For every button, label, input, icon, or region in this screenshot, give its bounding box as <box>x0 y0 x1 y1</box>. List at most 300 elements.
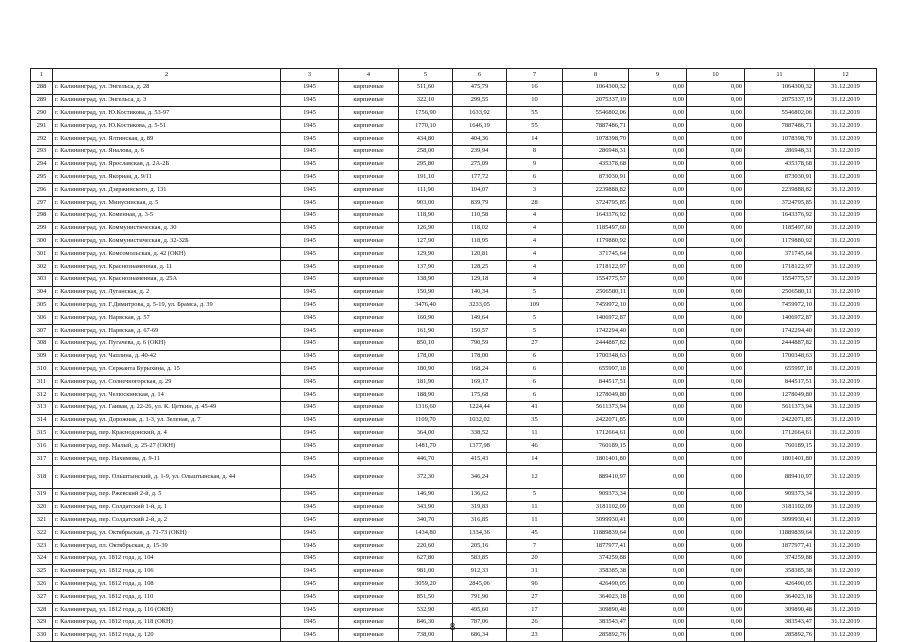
year-cell: 1945 <box>281 260 339 273</box>
date-cell: 31.12.2019 <box>815 616 877 629</box>
col9-cell: 0,00 <box>629 552 687 565</box>
total-amount-cell: 1078398,70 <box>745 132 815 145</box>
living-area-cell: 128,25 <box>453 260 507 273</box>
col9-cell: 0,00 <box>629 514 687 527</box>
wall-material-cell: кирпичные <box>339 222 399 235</box>
living-area-cell: 839,79 <box>453 196 507 209</box>
column-header-5: 5 <box>399 69 453 82</box>
total-area-cell: 188,90 <box>399 388 453 401</box>
table-header <box>31 69 877 82</box>
total-amount-cell: 1643376,92 <box>745 209 815 222</box>
residents-cell: 4 <box>507 248 563 261</box>
residents-cell: 5 <box>507 488 563 501</box>
year-cell: 1945 <box>281 171 339 184</box>
amount-cell: 1877977,41 <box>563 539 629 552</box>
amount-cell: 873030,91 <box>563 171 629 184</box>
col10-cell: 0,00 <box>687 235 745 248</box>
table-row <box>31 591 877 604</box>
address-cell: г. Калининград, пер. Нахимова, д. 9-11 <box>53 452 281 465</box>
residents-cell: 46 <box>507 440 563 453</box>
amount-cell: 426490,05 <box>563 578 629 591</box>
year-cell: 1945 <box>281 388 339 401</box>
year-cell: 1945 <box>281 158 339 171</box>
total-area-cell: 146,90 <box>399 488 453 501</box>
year-cell: 1945 <box>281 299 339 312</box>
col10-cell: 0,00 <box>687 184 745 197</box>
total-amount-cell: 7887486,71 <box>745 120 815 133</box>
col10-cell: 0,00 <box>687 527 745 540</box>
amount-cell: 1406972,87 <box>563 312 629 325</box>
wall-material-cell: кирпичные <box>339 120 399 133</box>
living-area-cell: 239,94 <box>453 145 507 158</box>
date-cell: 31.12.2019 <box>815 260 877 273</box>
total-amount-cell: 5611373,94 <box>745 401 815 414</box>
residents-cell: 9 <box>507 158 563 171</box>
amount-cell: 358385,38 <box>563 565 629 578</box>
total-amount-cell: 435378,68 <box>745 158 815 171</box>
address-cell: г. Калининград, ул. Солнечногорская, д. 29 <box>53 376 281 389</box>
living-area-cell: 299,55 <box>453 94 507 107</box>
year-cell: 1945 <box>281 273 339 286</box>
residents-cell: 4 <box>507 235 563 248</box>
row-number: 308 <box>31 337 53 350</box>
total-amount-cell: 374259,88 <box>745 552 815 565</box>
living-area-cell: 686,34 <box>453 629 507 642</box>
col10-cell: 0,00 <box>687 427 745 440</box>
row-number: 329 <box>31 616 53 629</box>
address-cell: г. Калининград, ул. Луганская, д. 2 <box>53 286 281 299</box>
col9-cell: 0,00 <box>629 603 687 616</box>
amount-cell: 1064300,32 <box>563 81 629 94</box>
col10-cell: 0,00 <box>687 539 745 552</box>
total-area-cell: 446,70 <box>399 452 453 465</box>
row-number: 319 <box>31 488 53 501</box>
living-area-cell: 175,68 <box>453 388 507 401</box>
address-cell: г. Калининград, ул. 1812 года, д. 120 <box>53 629 281 642</box>
row-number: 306 <box>31 312 53 325</box>
amount-cell: 7887486,71 <box>563 120 629 133</box>
total-area-cell: 511,60 <box>399 81 453 94</box>
living-area-cell: 2845,06 <box>453 578 507 591</box>
year-cell: 1945 <box>281 363 339 376</box>
wall-material-cell: кирпичные <box>339 260 399 273</box>
residents-cell: 55 <box>507 120 563 133</box>
row-number: 301 <box>31 248 53 261</box>
total-area-cell: 3476,40 <box>399 299 453 312</box>
col10-cell: 0,00 <box>687 440 745 453</box>
col10-cell: 0,00 <box>687 565 745 578</box>
date-cell: 31.12.2019 <box>815 222 877 235</box>
amount-cell: 1718122,97 <box>563 260 629 273</box>
date-cell: 31.12.2019 <box>815 248 877 261</box>
address-cell: г. Калининград, ул. Октябрьская, д. 71-73 (ОКН) <box>53 527 281 540</box>
residents-cell: 12 <box>507 465 563 488</box>
living-area-cell: 790,59 <box>453 337 507 350</box>
date-cell: 31.12.2019 <box>815 350 877 363</box>
year-cell: 1945 <box>281 501 339 514</box>
wall-material-cell: кирпичные <box>339 145 399 158</box>
total-amount-cell: 760189,15 <box>745 440 815 453</box>
living-area-cell: 3233,05 <box>453 299 507 312</box>
residents-cell: 6 <box>507 363 563 376</box>
living-area-cell: 205,16 <box>453 539 507 552</box>
total-area-cell: 627,80 <box>399 552 453 565</box>
table-row <box>31 184 877 197</box>
wall-material-cell: кирпичные <box>339 578 399 591</box>
col9-cell: 0,00 <box>629 616 687 629</box>
total-area-cell: 1109,70 <box>399 414 453 427</box>
total-area-cell: 364,00 <box>399 427 453 440</box>
residents-cell: 17 <box>507 603 563 616</box>
col9-cell: 0,00 <box>629 184 687 197</box>
column-header-10: 10 <box>687 69 745 82</box>
table-row <box>31 388 877 401</box>
living-area-cell: 495,60 <box>453 603 507 616</box>
living-area-cell: 178,00 <box>453 350 507 363</box>
col10-cell: 0,00 <box>687 107 745 120</box>
col9-cell: 0,00 <box>629 376 687 389</box>
total-area-cell: 532,90 <box>399 603 453 616</box>
total-amount-cell: 358385,38 <box>745 565 815 578</box>
address-cell: г. Калининград, ул. Яналова, д. 6 <box>53 145 281 158</box>
row-number: 330 <box>31 629 53 642</box>
table-row <box>31 235 877 248</box>
table-row <box>31 552 877 565</box>
row-number: 303 <box>31 273 53 286</box>
date-cell: 31.12.2019 <box>815 401 877 414</box>
col9-cell: 0,00 <box>629 427 687 440</box>
date-cell: 31.12.2019 <box>815 94 877 107</box>
row-number: 297 <box>31 196 53 209</box>
total-area-cell: 322,10 <box>399 94 453 107</box>
address-cell: г. Калининград, ул. Краснознаменная, д. 11 <box>53 260 281 273</box>
amount-cell: 2239888,82 <box>563 184 629 197</box>
column-header-4: 4 <box>339 69 399 82</box>
amount-cell: 1185497,60 <box>563 222 629 235</box>
address-cell: г. Калининград, ул. Пугачева, д. 6 (ОКН) <box>53 337 281 350</box>
address-cell: г. Калининград, пер. Ольштынский, д. 1-9, ул. Ольштынская, д. 44 <box>53 465 281 488</box>
total-amount-cell: 309890,48 <box>745 603 815 616</box>
date-cell: 31.12.2019 <box>815 591 877 604</box>
amount-cell: 655997,18 <box>563 363 629 376</box>
year-cell: 1945 <box>281 81 339 94</box>
residents-cell: 11 <box>507 501 563 514</box>
residents-cell: 6 <box>507 388 563 401</box>
col9-cell: 0,00 <box>629 337 687 350</box>
year-cell: 1945 <box>281 565 339 578</box>
table-row <box>31 376 877 389</box>
col10-cell: 0,00 <box>687 401 745 414</box>
total-amount-cell: 2239888,82 <box>745 184 815 197</box>
row-number: 295 <box>31 171 53 184</box>
total-amount-cell: 383543,47 <box>745 616 815 629</box>
address-cell: г. Калининград, ул. Чаплина, д. 40-42 <box>53 350 281 363</box>
table-row <box>31 465 877 488</box>
column-header-11: 11 <box>745 69 815 82</box>
table-row <box>31 94 877 107</box>
wall-material-cell: кирпичные <box>339 427 399 440</box>
row-number: 313 <box>31 401 53 414</box>
total-amount-cell: 2422071,85 <box>745 414 815 427</box>
col10-cell: 0,00 <box>687 578 745 591</box>
amount-cell: 7459972,10 <box>563 299 629 312</box>
col9-cell: 0,00 <box>629 414 687 427</box>
address-cell: г. Калининград, ул. Энгельса, д. 3 <box>53 94 281 107</box>
table-row <box>31 222 877 235</box>
table-row <box>31 81 877 94</box>
table-row <box>31 452 877 465</box>
total-area-cell: 178,00 <box>399 350 453 363</box>
living-area-cell: 1377,98 <box>453 440 507 453</box>
date-cell: 31.12.2019 <box>815 196 877 209</box>
living-area-cell: 316,85 <box>453 514 507 527</box>
col9-cell: 0,00 <box>629 312 687 325</box>
year-cell: 1945 <box>281 514 339 527</box>
total-amount-cell: 371745,64 <box>745 248 815 261</box>
row-number: 326 <box>31 578 53 591</box>
residents-cell: 20 <box>507 552 563 565</box>
table-row <box>31 488 877 501</box>
row-number: 290 <box>31 107 53 120</box>
address-cell: г. Калининград, ул. 1812 года, д. 118 (ОКН) <box>53 616 281 629</box>
amount-cell: 364023,18 <box>563 591 629 604</box>
date-cell: 31.12.2019 <box>815 376 877 389</box>
wall-material-cell: кирпичные <box>339 196 399 209</box>
table-row <box>31 401 877 414</box>
address-cell: г. Калининград, ул. Нарвская, д. 67-69 <box>53 324 281 337</box>
date-cell: 31.12.2019 <box>815 501 877 514</box>
amount-cell: 1078398,70 <box>563 132 629 145</box>
residents-cell: 27 <box>507 591 563 604</box>
wall-material-cell: кирпичные <box>339 514 399 527</box>
row-number: 316 <box>31 440 53 453</box>
address-cell: г. Калининград, ул. Энгельса, д. 28 <box>53 81 281 94</box>
wall-material-cell: кирпичные <box>339 452 399 465</box>
total-amount-cell: 889410,97 <box>745 465 815 488</box>
year-cell: 1945 <box>281 578 339 591</box>
table-row <box>31 565 877 578</box>
table-row <box>31 107 877 120</box>
address-cell: г. Калининград, ул. Краснознаменная, д. 25А <box>53 273 281 286</box>
col9-cell: 0,00 <box>629 107 687 120</box>
amount-cell: 285892,76 <box>563 629 629 642</box>
col10-cell: 0,00 <box>687 324 745 337</box>
living-area-cell: 140,34 <box>453 286 507 299</box>
amount-cell: 1643376,92 <box>563 209 629 222</box>
wall-material-cell: кирпичные <box>339 527 399 540</box>
wall-material-cell: кирпичные <box>339 184 399 197</box>
living-area-cell: 275,09 <box>453 158 507 171</box>
row-number: 298 <box>31 209 53 222</box>
date-cell: 31.12.2019 <box>815 337 877 350</box>
amount-cell: 2422071,85 <box>563 414 629 427</box>
col10-cell: 0,00 <box>687 376 745 389</box>
row-number: 299 <box>31 222 53 235</box>
col9-cell: 0,00 <box>629 363 687 376</box>
col9-cell: 0,00 <box>629 299 687 312</box>
year-cell: 1945 <box>281 552 339 565</box>
year-cell: 1945 <box>281 120 339 133</box>
address-cell: г. Калининград, ул. Нарвская, д. 57 <box>53 312 281 325</box>
residents-cell: 5 <box>507 324 563 337</box>
total-area-cell: 1434,80 <box>399 527 453 540</box>
living-area-cell: 120,81 <box>453 248 507 261</box>
total-area-cell: 161,90 <box>399 324 453 337</box>
total-area-cell: 126,90 <box>399 222 453 235</box>
header-row <box>31 69 877 82</box>
col9-cell: 0,00 <box>629 273 687 286</box>
year-cell: 1945 <box>281 235 339 248</box>
col9-cell: 0,00 <box>629 120 687 133</box>
table-row <box>31 209 877 222</box>
total-area-cell: 850,10 <box>399 337 453 350</box>
date-cell: 31.12.2019 <box>815 363 877 376</box>
total-area-cell: 851,50 <box>399 591 453 604</box>
table-row <box>31 578 877 591</box>
living-area-cell: 118,02 <box>453 222 507 235</box>
residents-cell: 14 <box>507 452 563 465</box>
living-area-cell: 1224,44 <box>453 401 507 414</box>
table-row <box>31 414 877 427</box>
col10-cell: 0,00 <box>687 514 745 527</box>
wall-material-cell: кирпичные <box>339 616 399 629</box>
row-number: 311 <box>31 376 53 389</box>
amount-cell: 1278049,80 <box>563 388 629 401</box>
amount-cell: 3724795,85 <box>563 196 629 209</box>
year-cell: 1945 <box>281 324 339 337</box>
amount-cell: 435378,68 <box>563 158 629 171</box>
wall-material-cell: кирпичные <box>339 209 399 222</box>
residents-cell: 109 <box>507 299 563 312</box>
amount-cell: 2075337,19 <box>563 94 629 107</box>
living-area-cell: 150,57 <box>453 324 507 337</box>
row-number: 305 <box>31 299 53 312</box>
total-area-cell: 1770,10 <box>399 120 453 133</box>
row-number: 289 <box>31 94 53 107</box>
total-area-cell: 127,90 <box>399 235 453 248</box>
table-row <box>31 158 877 171</box>
amount-cell: 1179880,92 <box>563 235 629 248</box>
total-area-cell: 372,30 <box>399 465 453 488</box>
col9-cell: 0,00 <box>629 81 687 94</box>
residents-cell: 14 <box>507 132 563 145</box>
total-amount-cell: 426490,05 <box>745 578 815 591</box>
year-cell: 1945 <box>281 603 339 616</box>
year-cell: 1945 <box>281 440 339 453</box>
residents-cell: 3 <box>507 184 563 197</box>
living-area-cell: 787,06 <box>453 616 507 629</box>
wall-material-cell: кирпичные <box>339 337 399 350</box>
col10-cell: 0,00 <box>687 629 745 642</box>
date-cell: 31.12.2019 <box>815 629 877 642</box>
year-cell: 1945 <box>281 94 339 107</box>
amount-cell: 760189,15 <box>563 440 629 453</box>
total-amount-cell: 1406972,87 <box>745 312 815 325</box>
date-cell: 31.12.2019 <box>815 132 877 145</box>
col10-cell: 0,00 <box>687 501 745 514</box>
col9-cell: 0,00 <box>629 324 687 337</box>
total-area-cell: 981,00 <box>399 565 453 578</box>
col9-cell: 0,00 <box>629 527 687 540</box>
year-cell: 1945 <box>281 401 339 414</box>
living-area-cell: 404,36 <box>453 132 507 145</box>
living-area-cell: 338,52 <box>453 427 507 440</box>
total-area-cell: 434,80 <box>399 132 453 145</box>
column-header-6: 6 <box>453 69 507 82</box>
table-row <box>31 427 877 440</box>
total-area-cell: 903,00 <box>399 196 453 209</box>
residents-cell: 55 <box>507 107 563 120</box>
total-area-cell: 738,00 <box>399 629 453 642</box>
date-cell: 31.12.2019 <box>815 324 877 337</box>
address-cell: г. Калининград, пл. Октябрьская, д. 15-39 <box>53 539 281 552</box>
residents-cell: 27 <box>507 337 563 350</box>
address-cell: г. Калининград, ул. Дзержинского, д. 131 <box>53 184 281 197</box>
living-area-cell: 791,90 <box>453 591 507 604</box>
total-amount-cell: 5546802,06 <box>745 107 815 120</box>
col10-cell: 0,00 <box>687 452 745 465</box>
total-amount-cell: 285892,76 <box>745 629 815 642</box>
date-cell: 31.12.2019 <box>815 527 877 540</box>
address-cell: г. Калининград, ул. Ю.Костикова, д. 5-51 <box>53 120 281 133</box>
wall-material-cell: кирпичные <box>339 312 399 325</box>
col10-cell: 0,00 <box>687 350 745 363</box>
col10-cell: 0,00 <box>687 414 745 427</box>
col10-cell: 0,00 <box>687 616 745 629</box>
residents-cell: 4 <box>507 209 563 222</box>
date-cell: 31.12.2019 <box>815 388 877 401</box>
col9-cell: 0,00 <box>629 488 687 501</box>
date-cell: 31.12.2019 <box>815 107 877 120</box>
year-cell: 1945 <box>281 107 339 120</box>
year-cell: 1945 <box>281 452 339 465</box>
column-header-7: 7 <box>507 69 563 82</box>
wall-material-cell: кирпичные <box>339 401 399 414</box>
total-area-cell: 160,90 <box>399 312 453 325</box>
total-amount-cell: 1179880,92 <box>745 235 815 248</box>
residents-cell: 5 <box>507 312 563 325</box>
col9-cell: 0,00 <box>629 629 687 642</box>
total-amount-cell: 1700348,63 <box>745 350 815 363</box>
amount-cell: 2444887,82 <box>563 337 629 350</box>
total-area-cell: 220,60 <box>399 539 453 552</box>
total-amount-cell: 1877977,41 <box>745 539 815 552</box>
amount-cell: 371745,64 <box>563 248 629 261</box>
total-area-cell: 258,00 <box>399 145 453 158</box>
total-amount-cell: 2075337,19 <box>745 94 815 107</box>
row-number: 318 <box>31 465 53 488</box>
residents-cell: 45 <box>507 527 563 540</box>
col10-cell: 0,00 <box>687 196 745 209</box>
wall-material-cell: кирпичные <box>339 591 399 604</box>
total-amount-cell: 1712664,61 <box>745 427 815 440</box>
col9-cell: 0,00 <box>629 248 687 261</box>
col10-cell: 0,00 <box>687 132 745 145</box>
year-cell: 1945 <box>281 145 339 158</box>
amount-cell: 383543,47 <box>563 616 629 629</box>
total-amount-cell: 2444887,82 <box>745 337 815 350</box>
table-row <box>31 286 877 299</box>
col9-cell: 0,00 <box>629 196 687 209</box>
address-cell: г. Калининград, ул. Минусинская, д. 5 <box>53 196 281 209</box>
row-number: 324 <box>31 552 53 565</box>
total-amount-cell: 844517,51 <box>745 376 815 389</box>
living-area-cell: 177,72 <box>453 171 507 184</box>
wall-material-cell: кирпичные <box>339 539 399 552</box>
row-number: 291 <box>31 120 53 133</box>
living-area-cell: 1032,02 <box>453 414 507 427</box>
date-cell: 31.12.2019 <box>815 81 877 94</box>
